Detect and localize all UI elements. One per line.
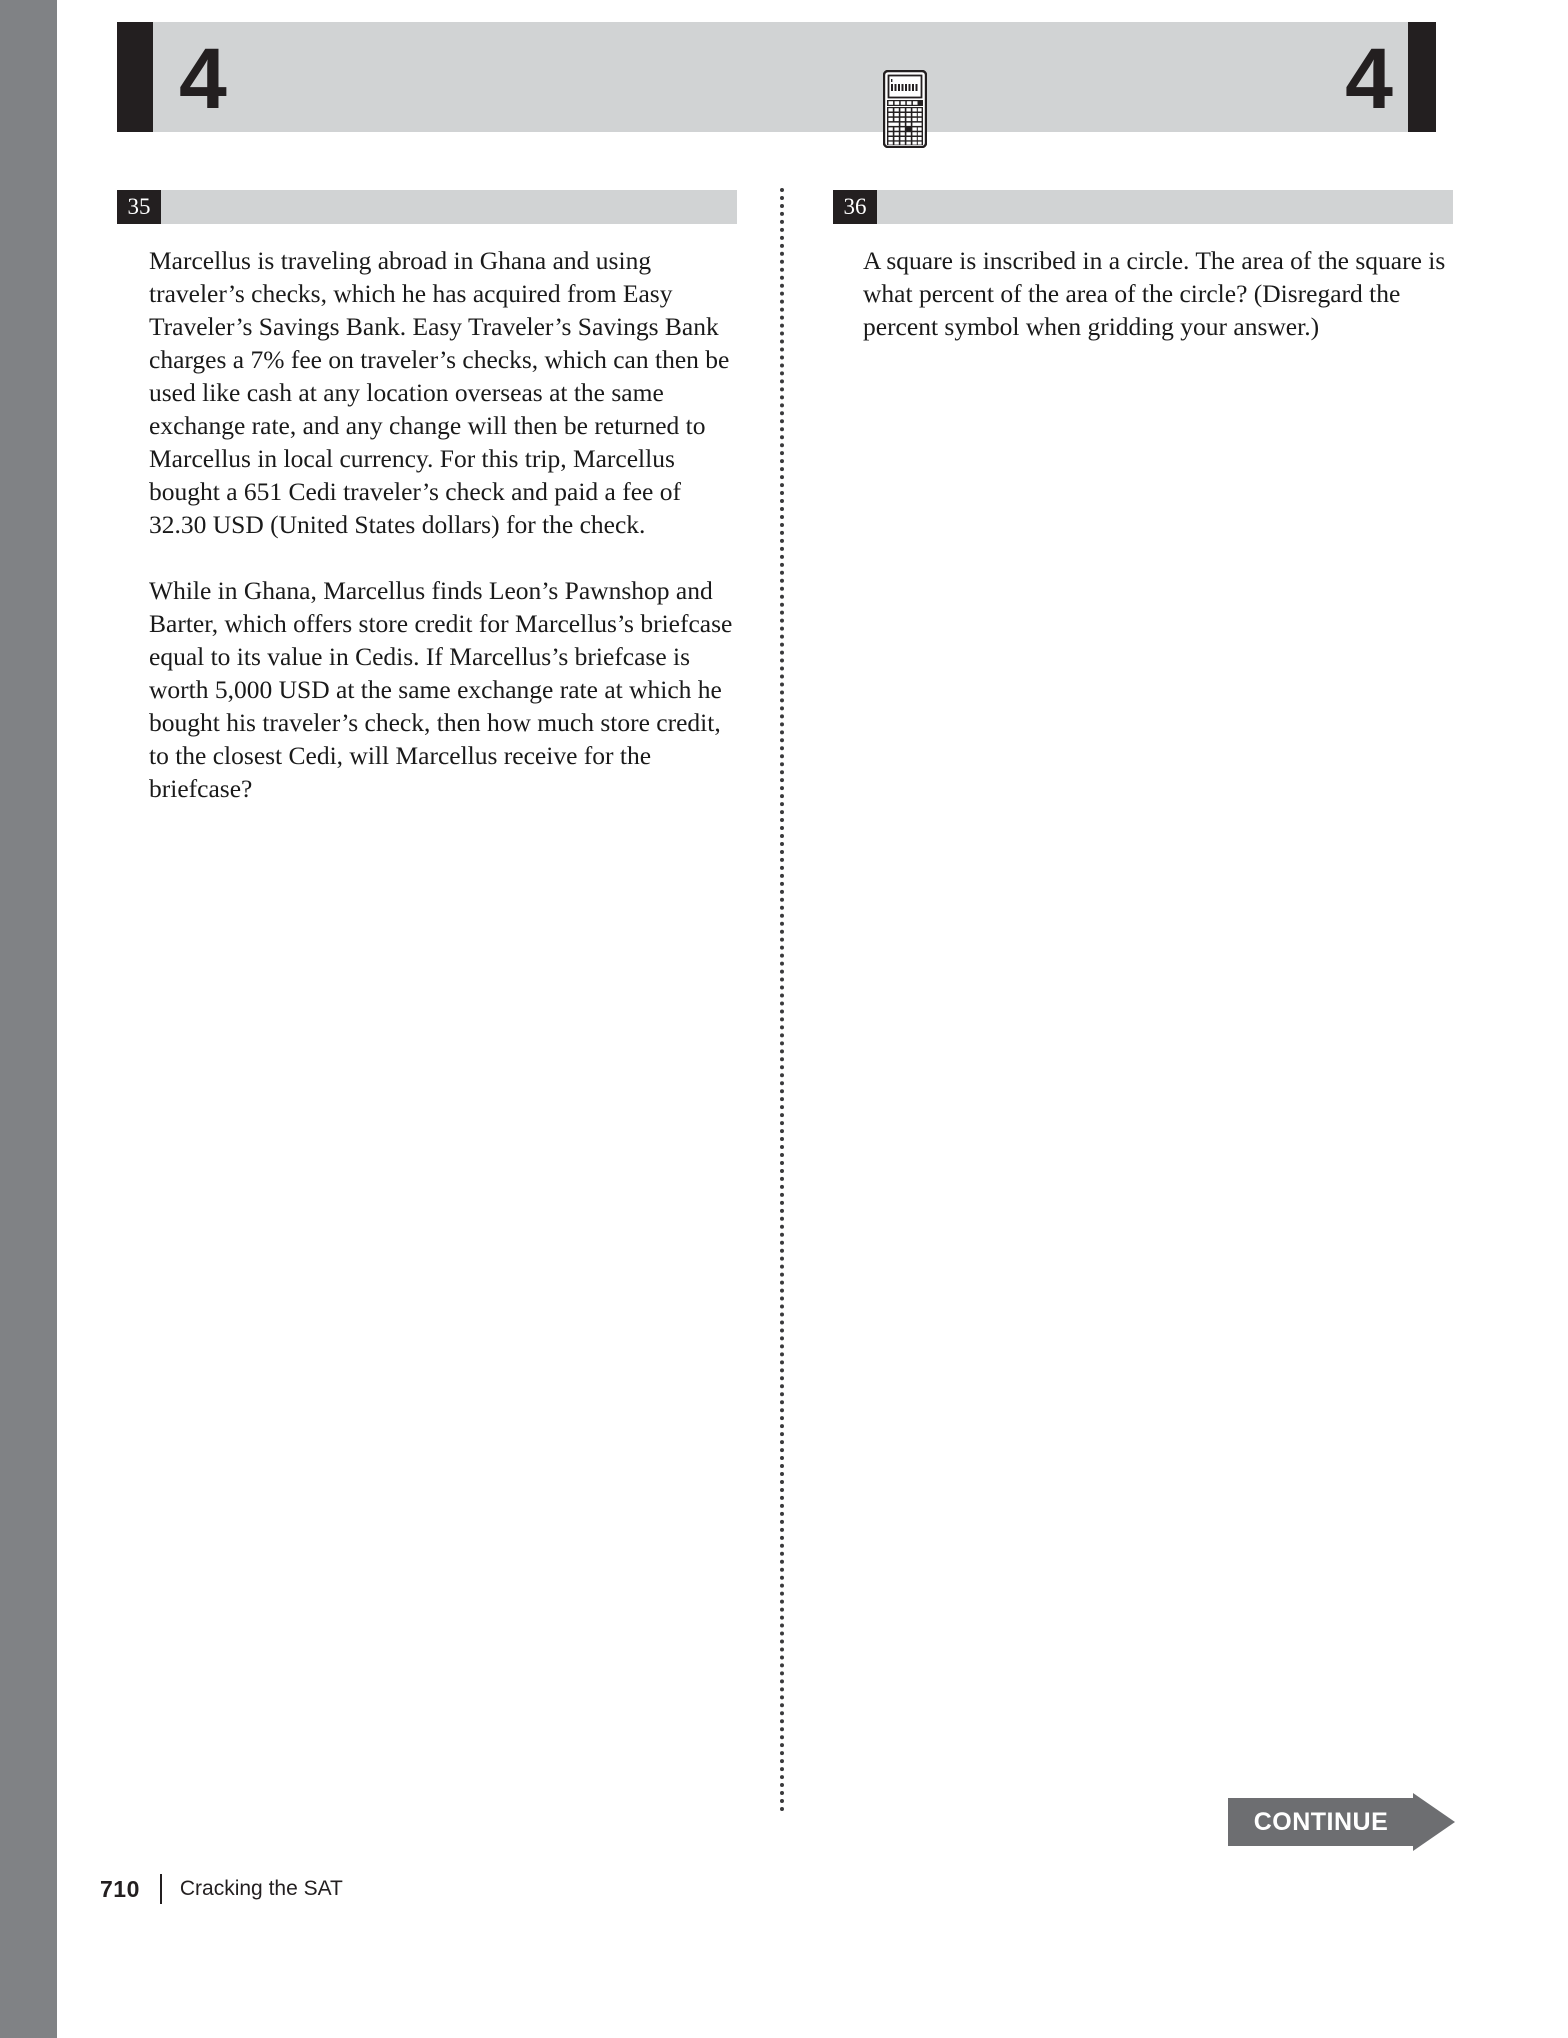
question-number-badge: 36 bbox=[833, 190, 877, 224]
question-number-band bbox=[117, 190, 737, 224]
calculator-icon bbox=[883, 70, 927, 148]
question-text-35 bbox=[117, 244, 737, 805]
page-footer bbox=[100, 1872, 343, 1906]
page-number: 710 bbox=[100, 1875, 140, 1902]
question-number-band bbox=[833, 190, 1453, 224]
header-rule-right bbox=[1408, 22, 1436, 132]
arrow-right-icon bbox=[1413, 1793, 1455, 1851]
column-divider bbox=[780, 188, 784, 1813]
book-title: Cracking the SAT bbox=[179, 1877, 343, 1900]
question-block-36 bbox=[833, 190, 1453, 343]
header-rule-left bbox=[117, 22, 153, 132]
header-gray-band bbox=[117, 22, 1436, 132]
continue-button-label: CONTINUE bbox=[1253, 1808, 1389, 1836]
question-block-35 bbox=[117, 190, 737, 805]
section-number-left: 4 bbox=[179, 31, 225, 127]
question-paragraph: Marcellus is traveling abroad in Ghana and using traveler’s checks, which he has acquired from Easy Traveler’s Savings Bank. Easy Traveler’s Savings Bank charges a 7% fee on traveler’s checks, which can then be used like cash at any location overseas at the same exchange rate, and any change will then be returned to Marcellus in local currency. For this trip, Marcellus bought a 651 Cedi traveler’s check and paid a fee of 32.30 USD (United States dollars) for the check. bbox=[149, 246, 730, 539]
footer-divider bbox=[160, 1874, 162, 1904]
question-paragraph: A square is inscribed in a circle. The area of the square is what percent of the area of the circle? (Disregard the percent symbol when gridding your answer.) bbox=[863, 246, 1446, 341]
section-number-right: 4 bbox=[1345, 31, 1391, 127]
question-columns bbox=[117, 190, 1453, 1750]
question-paragraph: While in Ghana, Marcellus finds Leon’s Pawnshop and Barter, which offers store credit for Marcellus’s briefcase equal to its value in Cedis. If Marcellus’s briefcase is worth 5,000 USD at the same exchange rate at which he bought his traveler’s check, then how much store credit, to the closest Cedi, will Marcellus receive for the briefcase? bbox=[149, 576, 733, 803]
running-header bbox=[117, 22, 1436, 132]
page-edge-band-left bbox=[0, 0, 57, 2038]
question-number-badge: 35 bbox=[117, 190, 161, 224]
continue-button bbox=[1228, 1798, 1456, 1846]
question-text-36 bbox=[833, 244, 1453, 343]
